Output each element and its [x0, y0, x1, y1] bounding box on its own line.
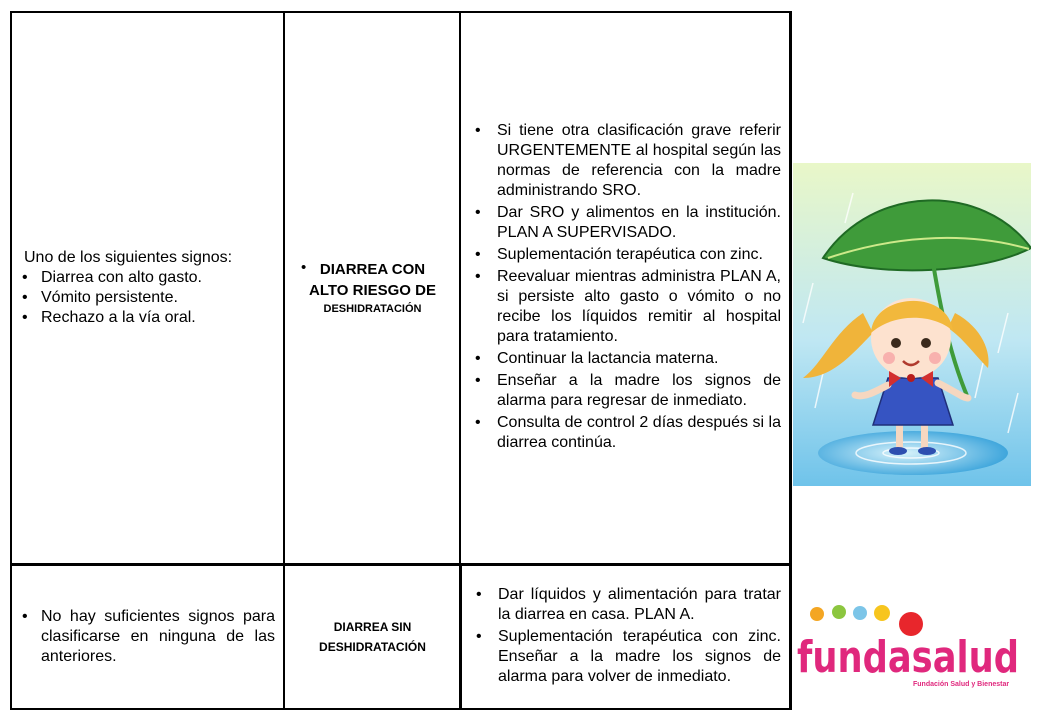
treatment-item: • Enseñar a la madre los signos de alarma para regresar de inmediato. — [461, 371, 789, 411]
signs-cell-row1 — [10, 11, 284, 565]
treatment-item: • Reevaluar mientras administra PLAN A, si persiste alto gasto o vómito o no recibe los líquidos remitir al hospital para tratamiento. — [461, 267, 789, 347]
classification-label — [285, 617, 460, 657]
aiepi-table — [10, 11, 792, 710]
signs-list — [12, 268, 283, 328]
classification-cell-row2 — [283, 564, 461, 710]
sign-item: • No hay suficientes signos para clasificarse en ninguna de las anteriores. — [12, 607, 283, 667]
classification-line: DIARREA SIN — [333, 620, 412, 634]
bullet-icon: • — [301, 259, 307, 276]
logo-dot — [853, 606, 867, 620]
treatment-cell-row2 — [459, 564, 792, 710]
treatment-item: • Dar SRO y alimentos en la institución. PLAN A SUPERVISADO. — [461, 203, 789, 243]
sign-item: • Vómito persistente. — [12, 288, 283, 308]
treatment-item: • Si tiene otra clasificación grave referir URGENTEMENTE al hospital según las normas de referencia con la madre administrando SRO. — [461, 121, 789, 201]
classification-line: DESHIDRATACIÓN — [319, 640, 426, 654]
treatment-item: • Consulta de control 2 días después si la diarrea continúa. — [461, 413, 789, 453]
sign-item: • Diarrea con alto gasto. — [12, 268, 283, 288]
logo-wordmark: fundasalud — [797, 632, 1019, 683]
sign-item: • Rechazo a la vía oral. — [12, 308, 283, 328]
fundasalud-logo — [795, 600, 1025, 695]
treatment-item: • Suplementación terapéutica con zinc. Enseñar a la madre los signos de alarma para volver de inmediato. — [462, 627, 789, 687]
logo-dot — [810, 607, 824, 621]
classification-line: ALTO RIESGO DE — [309, 282, 436, 299]
signs-list — [12, 607, 283, 667]
treatment-item: • Suplementación terapéutica con zinc. — [461, 245, 789, 265]
treatment-list — [461, 121, 789, 455]
logo-dot — [832, 605, 846, 619]
logo-tagline: Fundación Salud y Bienestar — [913, 681, 1010, 688]
signs-intro: Uno de los siguientes signos: — [24, 249, 233, 266]
classification-cell-row1 — [283, 11, 461, 565]
classification-line: DESHIDRATACIÓN — [323, 303, 422, 315]
girl-with-leaf-illustration — [793, 163, 1031, 486]
treatment-list — [462, 585, 789, 689]
logo-dot — [874, 605, 890, 621]
treatment-item: • Dar líquidos y alimentación para tratar la diarrea en casa. PLAN A. — [462, 585, 789, 625]
signs-cell-row2 — [10, 564, 284, 710]
treatment-cell-row1 — [459, 11, 792, 565]
classification-label — [285, 259, 460, 317]
classification-line: DIARREA CON — [319, 261, 426, 278]
treatment-item: • Continuar la lactancia materna. — [461, 349, 789, 369]
